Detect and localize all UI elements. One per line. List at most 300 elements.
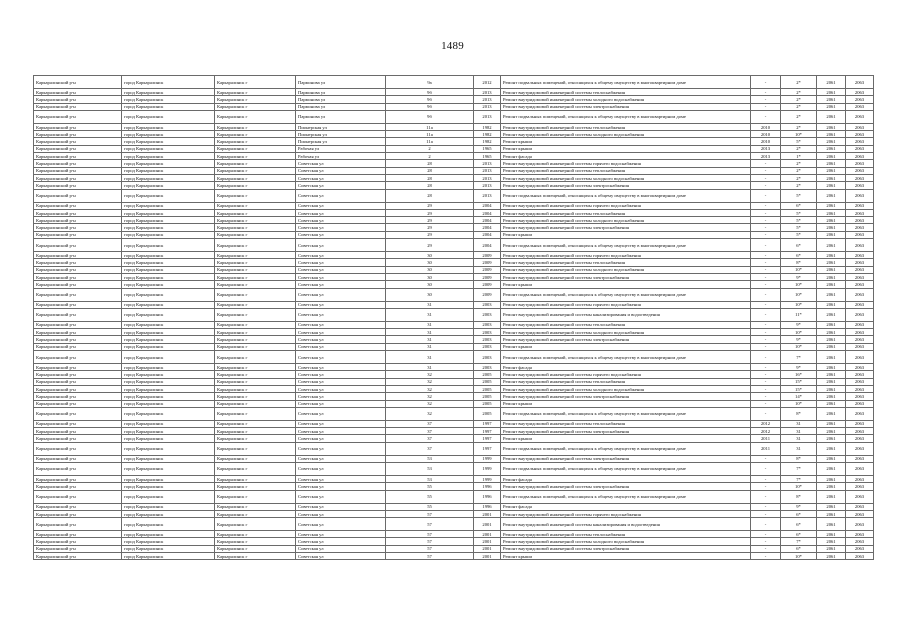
cell-plan-end: 2063 [846,378,874,385]
cell-house: 9б [386,103,474,110]
cell-wear: 2* [781,76,817,89]
cell-settlement: город Каркаралинск [122,503,215,510]
cell-wear: 7* [781,351,817,364]
cell-plan-end: 2063 [846,503,874,510]
cell-street: Советская ул [296,209,386,216]
table-row [34,400,874,407]
table-row [34,76,874,89]
cell-last-repair-year: - [751,407,781,420]
cell-locality: Каркаралинск г [215,490,296,503]
table-row [34,462,874,475]
cell-build-year: 2003 [474,351,501,364]
cell-district: Каркаралинский р-н [34,301,122,308]
cell-district: Каркаралинский р-н [34,531,122,538]
cell-house: 32 [386,371,474,378]
cell-district: Каркаралинский р-н [34,224,122,231]
table-row [34,224,874,231]
cell-locality: Каркаралинск г [215,224,296,231]
cell-settlement: город Каркаралинск [122,351,215,364]
cell-street: Советская ул [296,400,386,407]
table-row [34,503,874,510]
cell-house: 31 [386,364,474,371]
cell-district: Каркаралинский р-н [34,475,122,482]
cell-house: 55 [386,490,474,503]
cell-work-type: Ремонт внутридомовой инженерной системы горячего водоснабжения [501,371,751,378]
cell-plan-end: 2063 [846,103,874,110]
cell-plan-start: 2061 [817,273,846,280]
cell-last-repair-year: - [751,393,781,400]
cell-work-type: Ремонт внутридомовой инженерной системы холодного водоснабжения [501,96,751,103]
cell-wear: 31 [781,435,817,442]
table-row [34,329,874,336]
cell-house: 31 [386,321,474,328]
cell-work-type: Ремонт внутридомовой инженерной системы канализирования и водоотведения [501,308,751,321]
cell-house: 32 [386,400,474,407]
cell-locality: Каркаралинск г [215,123,296,130]
cell-plan-start: 2061 [817,428,846,435]
cell-settlement: город Каркаралинск [122,545,215,552]
cell-build-year: 2004 [474,217,501,224]
cell-district: Каркаралинский р-н [34,209,122,216]
cell-settlement: город Каркаралинск [122,160,215,167]
cell-plan-start: 2061 [817,131,846,138]
cell-district: Каркаралинский р-н [34,217,122,224]
cell-district: Каркаралинский р-н [34,189,122,202]
table-row [34,407,874,420]
cell-last-repair-year: 2013 [751,145,781,152]
cell-work-type: Ремонт внутридомовой инженерной системы теплоснабжения [501,123,751,130]
cell-wear: 31 [781,420,817,427]
cell-last-repair-year: - [751,351,781,364]
cell-last-repair-year: - [751,160,781,167]
document-sheet [33,75,873,560]
cell-district: Каркаралинский р-н [34,308,122,321]
cell-last-repair-year: 2010 [751,123,781,130]
cell-last-repair-year: - [751,378,781,385]
cell-street: Пармонова ул [296,96,386,103]
cell-wear: 2* [781,160,817,167]
cell-build-year: 1999 [474,462,501,475]
table-row [34,209,874,216]
cell-house: 57 [386,518,474,531]
cell-build-year: 1982 [474,123,501,130]
cell-work-type: Ремонт внутридомовой инженерной системы горячего водоснабжения [501,301,751,308]
cell-plan-end: 2063 [846,531,874,538]
cell-district: Каркаралинский р-н [34,503,122,510]
cell-plan-end: 2063 [846,364,874,371]
table-row [34,103,874,110]
cell-house: 9а [386,76,474,89]
cell-plan-start: 2061 [817,336,846,343]
cell-last-repair-year: - [751,538,781,545]
cell-wear: 7* [781,462,817,475]
cell-last-repair-year: - [751,266,781,273]
cell-house: 29 [386,217,474,224]
table-row [34,174,874,181]
cell-house: 53 [386,462,474,475]
cell-locality: Каркаралинск г [215,321,296,328]
cell-plan-end: 2063 [846,442,874,455]
cell-settlement: город Каркаралинск [122,189,215,202]
cell-district: Каркаралинский р-н [34,553,122,560]
table-row [34,553,874,560]
cell-locality: Каркаралинск г [215,153,296,160]
table-row [34,110,874,123]
cell-wear: 6* [781,202,817,209]
cell-street: Советская ул [296,462,386,475]
cell-work-type: Ремонт внутридомовой инженерной системы канализирования и водоотведения [501,518,751,531]
cell-district: Каркаралинский р-н [34,336,122,343]
cell-build-year: 2013 [474,167,501,174]
cell-last-repair-year: - [751,239,781,252]
cell-work-type: Ремонт внутридомовой инженерной системы теплоснабжения [501,209,751,216]
cell-district: Каркаралинский р-н [34,273,122,280]
cell-last-repair-year: - [751,371,781,378]
cell-settlement: город Каркаралинск [122,145,215,152]
cell-last-repair-year: - [751,281,781,288]
cell-work-type: Ремонт подвальных помещений, относящихся к общему имуществу в многоквартирном доме [501,462,751,475]
cell-plan-start: 2061 [817,145,846,152]
cell-locality: Каркаралинск г [215,553,296,560]
cell-settlement: город Каркаралинск [122,343,215,350]
cell-wear: 9* [781,364,817,371]
cell-settlement: город Каркаралинск [122,371,215,378]
cell-locality: Каркаралинск г [215,217,296,224]
table-row [34,442,874,455]
cell-street: Советская ул [296,553,386,560]
cell-build-year: 2005 [474,378,501,385]
cell-settlement: город Каркаралинск [122,483,215,490]
page-number: 1489 [441,40,464,52]
cell-settlement: город Каркаралинск [122,138,215,145]
cell-work-type: Ремонт фасада [501,153,751,160]
cell-plan-end: 2063 [846,455,874,462]
cell-house: 29 [386,209,474,216]
cell-locality: Каркаралинск г [215,545,296,552]
cell-locality: Каркаралинск г [215,131,296,138]
cell-house: 31 [386,336,474,343]
cell-locality: Каркаралинск г [215,407,296,420]
cell-settlement: город Каркаралинск [122,510,215,517]
table-row [34,217,874,224]
cell-work-type: Ремонт внутридомовой инженерной системы электроснабжения [501,182,751,189]
cell-locality: Каркаралинск г [215,182,296,189]
cell-build-year: 2003 [474,343,501,350]
cell-street: Советская ул [296,281,386,288]
cell-settlement: город Каркаралинск [122,96,215,103]
cell-plan-end: 2063 [846,153,874,160]
cell-settlement: город Каркаралинск [122,153,215,160]
cell-plan-start: 2061 [817,545,846,552]
cell-house: 53 [386,455,474,462]
cell-plan-end: 2063 [846,351,874,364]
cell-plan-start: 2061 [817,301,846,308]
cell-district: Каркаралинский р-н [34,420,122,427]
cell-last-repair-year: 2010 [751,138,781,145]
cell-house: 30 [386,259,474,266]
cell-plan-end: 2063 [846,462,874,475]
cell-house: 30 [386,266,474,273]
cell-work-type: Ремонт внутридомовой инженерной системы холодного водоснабжения [501,217,751,224]
cell-wear: 15* [781,378,817,385]
cell-locality: Каркаралинск г [215,343,296,350]
cell-plan-end: 2063 [846,160,874,167]
cell-house: 57 [386,545,474,552]
cell-settlement: город Каркаралинск [122,131,215,138]
cell-build-year: 2013 [474,174,501,181]
cell-build-year: 2004 [474,224,501,231]
cell-plan-end: 2063 [846,123,874,130]
cell-wear: 7* [781,538,817,545]
table-row [34,490,874,503]
cell-district: Каркаралинский р-н [34,385,122,392]
table-row [34,288,874,301]
cell-house: 32 [386,407,474,420]
table-row [34,202,874,209]
cell-build-year: 1982 [474,131,501,138]
cell-plan-start: 2061 [817,174,846,181]
cell-wear: 2* [781,103,817,110]
table-row [34,371,874,378]
cell-wear: 2* [781,167,817,174]
cell-last-repair-year: - [751,76,781,89]
cell-build-year: 2003 [474,329,501,336]
cell-plan-end: 2063 [846,281,874,288]
cell-last-repair-year: 2011 [751,435,781,442]
table-body [34,76,874,560]
cell-settlement: город Каркаралинск [122,462,215,475]
cell-plan-start: 2061 [817,483,846,490]
cell-build-year: 2009 [474,266,501,273]
cell-build-year: 2013 [474,103,501,110]
cell-work-type: Ремонт крыши [501,400,751,407]
cell-work-type: Ремонт подвальных помещений, относящихся к общему имуществу в многоквартирном доме [501,110,751,123]
cell-build-year: 1997 [474,420,501,427]
cell-street: Советская ул [296,336,386,343]
cell-work-type: Ремонт внутридомовой инженерной системы теплоснабжения [501,89,751,96]
cell-build-year: 2009 [474,259,501,266]
cell-settlement: город Каркаралинск [122,103,215,110]
cell-plan-end: 2063 [846,553,874,560]
cell-last-repair-year: - [751,110,781,123]
cell-street: Советская ул [296,490,386,503]
cell-locality: Каркаралинск г [215,329,296,336]
cell-plan-end: 2063 [846,510,874,517]
cell-settlement: город Каркаралинск [122,224,215,231]
cell-settlement: город Каркаралинск [122,420,215,427]
cell-build-year: 1999 [474,475,501,482]
cell-last-repair-year: - [751,483,781,490]
cell-work-type: Ремонт внутридомовой инженерной системы электроснабжения [501,393,751,400]
cell-locality: Каркаралинск г [215,435,296,442]
cell-plan-start: 2061 [817,167,846,174]
cell-settlement: город Каркаралинск [122,288,215,301]
cell-work-type: Ремонт внутридомовой инженерной системы горячего водоснабжения [501,160,751,167]
cell-house: 30 [386,252,474,259]
table-row [34,182,874,189]
cell-wear: 11* [781,308,817,321]
table-row [34,123,874,130]
cell-last-repair-year: - [751,189,781,202]
cell-work-type: Ремонт крыши [501,231,751,238]
cell-last-repair-year: 2010 [751,131,781,138]
cell-locality: Каркаралинск г [215,336,296,343]
cell-plan-start: 2061 [817,252,846,259]
cell-house: 57 [386,510,474,517]
cell-wear: 1* [781,153,817,160]
cell-plan-end: 2063 [846,288,874,301]
cell-locality: Каркаралинск г [215,301,296,308]
cell-house: 37 [386,442,474,455]
cell-last-repair-year: - [751,545,781,552]
cell-street: Советская ул [296,252,386,259]
cell-wear: 15* [781,385,817,392]
cell-work-type: Ремонт фасада [501,503,751,510]
cell-wear: 10* [781,329,817,336]
cell-plan-start: 2061 [817,266,846,273]
cell-wear: 16* [781,371,817,378]
cell-plan-end: 2063 [846,420,874,427]
cell-district: Каркаралинский р-н [34,510,122,517]
cell-district: Каркаралинский р-н [34,329,122,336]
table-row [34,475,874,482]
cell-district: Каркаралинский р-н [34,545,122,552]
cell-house: 9б [386,110,474,123]
cell-district: Каркаралинский р-н [34,288,122,301]
cell-house: 37 [386,428,474,435]
cell-district: Каркаралинский р-н [34,89,122,96]
cell-locality: Каркаралинск г [215,239,296,252]
table-row [34,393,874,400]
cell-wear: 2* [781,145,817,152]
cell-plan-end: 2063 [846,89,874,96]
cell-house: 57 [386,553,474,560]
cell-locality: Каркаралинск г [215,259,296,266]
cell-street: Советская ул [296,343,386,350]
cell-plan-start: 2061 [817,110,846,123]
table-row [34,167,874,174]
cell-last-repair-year: - [751,329,781,336]
cell-build-year: 2005 [474,393,501,400]
cell-plan-end: 2063 [846,252,874,259]
cell-locality: Каркаралинск г [215,209,296,216]
cell-locality: Каркаралинск г [215,371,296,378]
table-row [34,378,874,385]
cell-plan-start: 2061 [817,518,846,531]
cell-work-type: Ремонт внутридомовой инженерной системы холодного водоснабжения [501,329,751,336]
cell-settlement: город Каркаралинск [122,428,215,435]
cell-work-type: Ремонт подвальных помещений, относящихся к общему имуществу в многоквартирном доме [501,407,751,420]
table-row [34,138,874,145]
cell-work-type: Ремонт внутридомовой инженерной системы холодного водоснабжения [501,174,751,181]
cell-build-year: 1997 [474,442,501,455]
cell-district: Каркаралинский р-н [34,407,122,420]
cell-district: Каркаралинский р-н [34,462,122,475]
cell-plan-start: 2061 [817,224,846,231]
cell-locality: Каркаралинск г [215,538,296,545]
cell-street: Советская ул [296,378,386,385]
cell-last-repair-year: - [751,209,781,216]
cell-work-type: Ремонт внутридомовой инженерной системы теплоснабжения [501,167,751,174]
cell-district: Каркаралинский р-н [34,442,122,455]
cell-build-year: 1996 [474,490,501,503]
cell-street: Советская ул [296,329,386,336]
cell-settlement: город Каркаралинск [122,321,215,328]
cell-build-year: 1996 [474,483,501,490]
table-row [34,343,874,350]
cell-plan-start: 2061 [817,76,846,89]
cell-settlement: город Каркаралинск [122,538,215,545]
cell-work-type: Ремонт внутридомовой инженерной системы горячего водоснабжения [501,252,751,259]
cell-last-repair-year: - [751,224,781,231]
cell-district: Каркаралинский р-н [34,435,122,442]
cell-settlement: город Каркаралинск [122,455,215,462]
cell-street: Советская ул [296,167,386,174]
cell-last-repair-year: - [751,252,781,259]
cell-plan-end: 2063 [846,301,874,308]
cell-locality: Каркаралинск г [215,266,296,273]
cell-plan-end: 2063 [846,385,874,392]
cell-house: 11а [386,131,474,138]
cell-settlement: город Каркаралинск [122,259,215,266]
cell-plan-start: 2061 [817,89,846,96]
cell-wear: 10* [781,266,817,273]
cell-plan-start: 2061 [817,160,846,167]
cell-house: 31 [386,308,474,321]
cell-house: 37 [386,435,474,442]
table-row [34,428,874,435]
cell-plan-end: 2063 [846,518,874,531]
cell-street: Советская ул [296,202,386,209]
cell-work-type: Ремонт подвальных помещений, относящихся к общему имуществу в многоквартирном доме [501,490,751,503]
cell-plan-start: 2061 [817,442,846,455]
cell-plan-start: 2061 [817,209,846,216]
cell-plan-start: 2061 [817,538,846,545]
cell-wear: 2* [781,89,817,96]
cell-plan-end: 2063 [846,209,874,216]
cell-house: 32 [386,385,474,392]
cell-wear: 10* [781,553,817,560]
cell-last-repair-year: - [751,288,781,301]
cell-locality: Каркаралинск г [215,364,296,371]
cell-work-type: Ремонт внутридомовой инженерной системы электроснабжения [501,483,751,490]
cell-locality: Каркаралинск г [215,138,296,145]
cell-wear: 5* [781,217,817,224]
cell-wear: 9* [781,321,817,328]
cell-work-type: Ремонт внутридомовой инженерной системы холодного водоснабжения [501,538,751,545]
cell-plan-end: 2063 [846,343,874,350]
cell-street: Советская ул [296,174,386,181]
cell-locality: Каркаралинск г [215,308,296,321]
table-row [34,364,874,371]
cell-wear: 8* [781,490,817,503]
cell-plan-end: 2063 [846,266,874,273]
cell-plan-end: 2063 [846,217,874,224]
cell-district: Каркаралинский р-н [34,518,122,531]
cell-district: Каркаралинский р-н [34,110,122,123]
cell-street: Советская ул [296,182,386,189]
cell-plan-start: 2061 [817,281,846,288]
cell-wear: 9* [781,273,817,280]
cell-plan-start: 2061 [817,490,846,503]
cell-work-type: Ремонт внутридомовой инженерной системы холодного водоснабжения [501,385,751,392]
cell-locality: Каркаралинск г [215,510,296,517]
cell-plan-end: 2063 [846,475,874,482]
cell-work-type: Ремонт внутридомовой инженерной системы теплоснабжения [501,420,751,427]
cell-district: Каркаралинский р-н [34,239,122,252]
cell-plan-start: 2061 [817,259,846,266]
cell-wear: 6* [781,239,817,252]
